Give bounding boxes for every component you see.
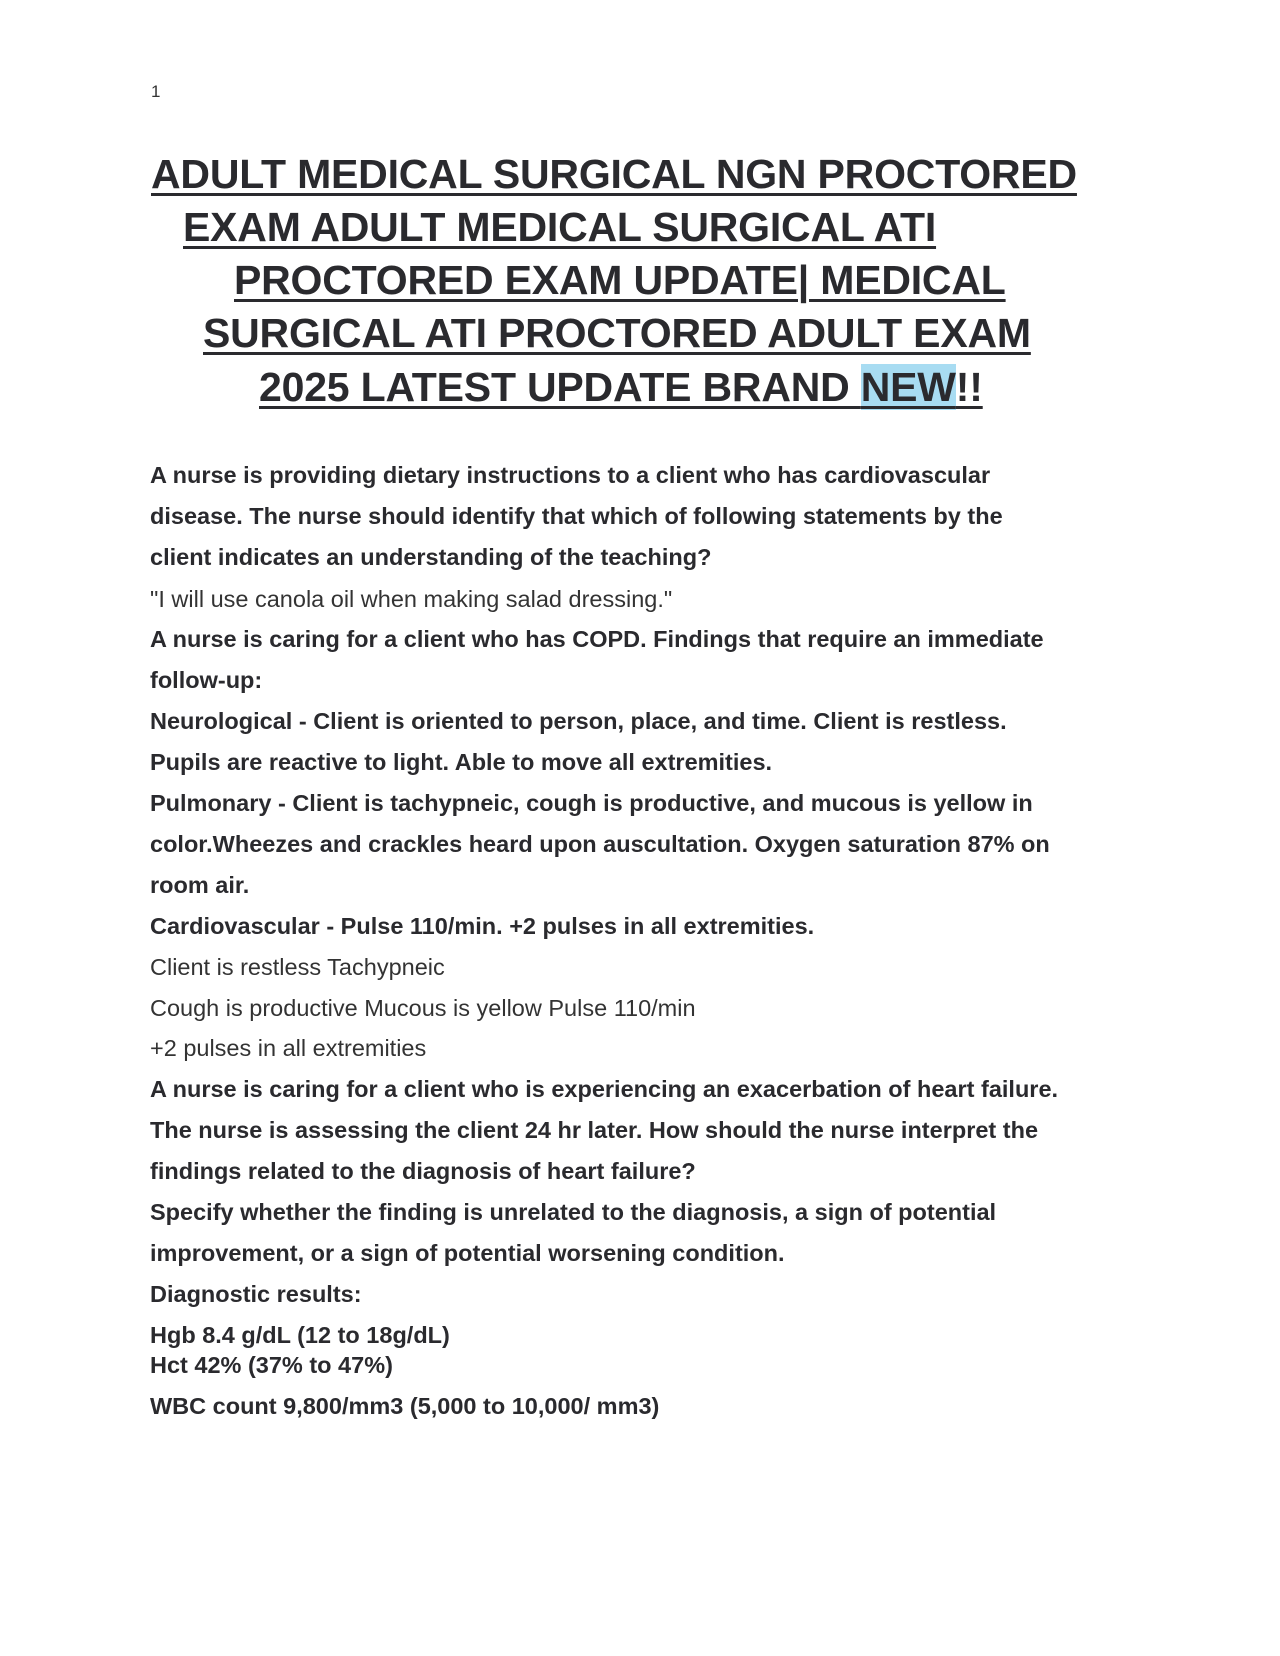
body-text-line: follow-up: bbox=[150, 667, 263, 693]
body-text-line: The nurse is assessing the client 24 hr later. How should the nurse interpret the bbox=[150, 1117, 1039, 1143]
title-line: SURGICAL ATI PROCTORED ADULT EXAM bbox=[203, 310, 1031, 356]
body-text-line: room air. bbox=[150, 872, 250, 898]
title-line: EXAM ADULT MEDICAL SURGICAL ATI bbox=[183, 204, 937, 250]
body-text-line: Pulmonary - Client is tachypneic, cough is productive, and mucous is yellow in bbox=[150, 790, 1033, 816]
page-number: 1 bbox=[151, 82, 161, 101]
highlighted-word: NEW bbox=[860, 364, 956, 410]
body-text-line: improvement, or a sign of potential worsening condition. bbox=[150, 1240, 785, 1266]
body-text-line: Diagnostic results: bbox=[150, 1281, 362, 1307]
body-text-line: Client is restless Tachypneic bbox=[150, 954, 445, 980]
body-text-line: Pupils are reactive to light. Able to move all extremities. bbox=[150, 749, 773, 775]
body-text-line: color.Wheezes and crackles heard upon auscultation. Oxygen saturation 87% on bbox=[150, 831, 1050, 857]
body-text-line: A nurse is caring for a client who has COPD. Findings that require an immediate bbox=[150, 626, 1044, 652]
body-text-line: "I will use canola oil when making salad dressing." bbox=[150, 586, 673, 612]
body-text-line: findings related to the diagnosis of heart failure? bbox=[150, 1158, 696, 1184]
title-line: ADULT MEDICAL SURGICAL NGN PROCTORED bbox=[151, 151, 1077, 197]
body-text-line: A nurse is caring for a client who is experiencing an exacerbation of heart failure. bbox=[150, 1076, 1059, 1102]
body-text-line: Cardiovascular - Pulse 110/min. +2 pulses in all extremities. bbox=[150, 913, 815, 939]
body-text-line: +2 pulses in all extremities bbox=[150, 1035, 427, 1061]
body-text-line: client indicates an understanding of the teaching? bbox=[150, 544, 712, 570]
body-text-line: WBC count 9,800/mm3 (5,000 to 10,000/ mm3) bbox=[150, 1393, 660, 1419]
body-text-line: Cough is productive Mucous is yellow Pulse 110/min bbox=[150, 995, 696, 1021]
body-text-line: Specify whether the finding is unrelated to the diagnosis, a sign of potential bbox=[150, 1199, 997, 1225]
body-text-line: Hct 42% (37% to 47%) bbox=[150, 1352, 393, 1378]
body-text-line: Hgb 8.4 g/dL (12 to 18g/dL) bbox=[150, 1322, 450, 1348]
body-text-line: Neurological - Client is oriented to person, place, and time. Client is restless. bbox=[150, 708, 1007, 734]
title-text: 2025 LATEST UPDATE BRAND bbox=[259, 364, 861, 410]
body-text-line: disease. The nurse should identify that which of following statements by the bbox=[150, 503, 1003, 529]
title-line: PROCTORED EXAM UPDATE| MEDICAL bbox=[234, 257, 1006, 303]
title-text: !! bbox=[955, 364, 983, 410]
body-text-line: A nurse is providing dietary instructions to a client who has cardiovascular bbox=[150, 462, 991, 488]
title-line-last bbox=[259, 361, 983, 413]
